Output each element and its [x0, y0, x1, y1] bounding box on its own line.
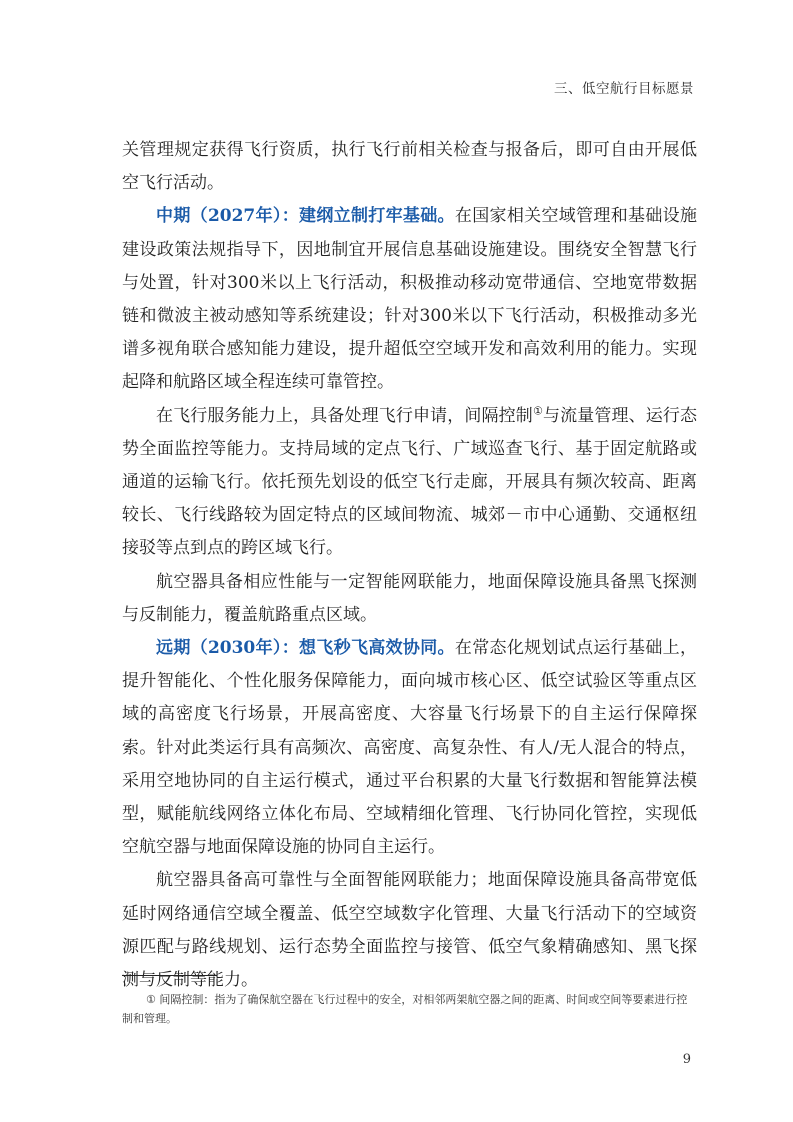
paragraph-long-term: [122, 632, 697, 864]
footnote: ① 间隔控制：指为了确保航空器在飞行过程中的安全，对相邻两架航空器之间的距离、时间或空间等要素进行控制和管理。: [122, 993, 688, 1025]
section-header: 三、低空航行目标愿景: [554, 81, 694, 97]
paragraph-continued: 关管理规定获得飞行资质，执行飞行前相关检查与报备后，即可自由开展低空飞行活动。: [122, 140, 697, 194]
long-term-heading: 远期（2030年）：想飞秒飞高效协同。: [156, 638, 455, 659]
flight-service-text-b: 与流量管理、运行态势全面监控等能力。支持局域的定点飞行、广域巡查飞行、基于固定航路或通道的运输飞行。依托预先划设的低空飞行走廊，开展具有频次较高、距离较长、飞行线路较为固定特点的区域间物流、城郊－市中心通勤、交通枢纽接驳等点到点的跨区域飞行。: [122, 405, 698, 559]
mid-term-body: 在国家相关空域管理和基础设施建设政策法规指导下，因地制宜开展信息基础设施建设。围绕安全智慧飞行与处置，针对300米以上飞行活动，积极推动移动宽带通信、空地宽带数据链和微波主被动感知等系统建设；针对300米以下飞行活动，积极推动多光谱多视角联合感知能力建设，提升超低空空域开发和高效利用的能力。实现起降和航路区域全程连续可靠管控。: [122, 206, 697, 393]
mid-term-heading: 中期（2027年）：建纲立制打牢基础。: [156, 206, 455, 227]
flight-service-text-a: 在飞行服务能力上，具备处理飞行申请，间隔控制: [156, 405, 533, 426]
page-number: 9: [682, 1052, 691, 1067]
main-body: [122, 134, 697, 997]
paragraph-flight-service: [122, 400, 697, 566]
long-term-body: 在常态化规划试点运行基础上，提升智能化、个性化服务保障能力，面向城市核心区、低空试验区等重点区域的高密度飞行场景，开展高密度、大容量飞行场景下的自主运行保障探索。针对此类运行具有高频次、高密度、高复杂性、有人/无人混合的特点，采用空地协同的自主运行模式，通过平台积累的大量飞行数据和智能算法模型，赋能航线网络立体化布局、空域精细化管理、飞行协同化管控，实现低空航空器与地面保障设施的协同自主运行。: [122, 638, 697, 858]
footnote-divider: [122, 975, 217, 976]
paragraph-aircraft-mid: 航空器具备相应性能与一定智能网联能力，地面保障设施具备黑飞探测与反制能力，覆盖航路重点区域。: [122, 571, 697, 625]
footnote-ref[interactable]: ①: [532, 403, 543, 417]
paragraph-mid-term: [122, 200, 697, 399]
paragraph-aircraft-long: 航空器具备高可靠性与全面智能网联能力；地面保障设施具备高带宽低延时网络通信空域全覆盖、低空空域数字化管理、大量飞行活动下的空域资源匹配与路线规划、运行态势全面监控与接管、低空气象精确感知、黑飞探测与反制等能力。: [122, 870, 697, 991]
